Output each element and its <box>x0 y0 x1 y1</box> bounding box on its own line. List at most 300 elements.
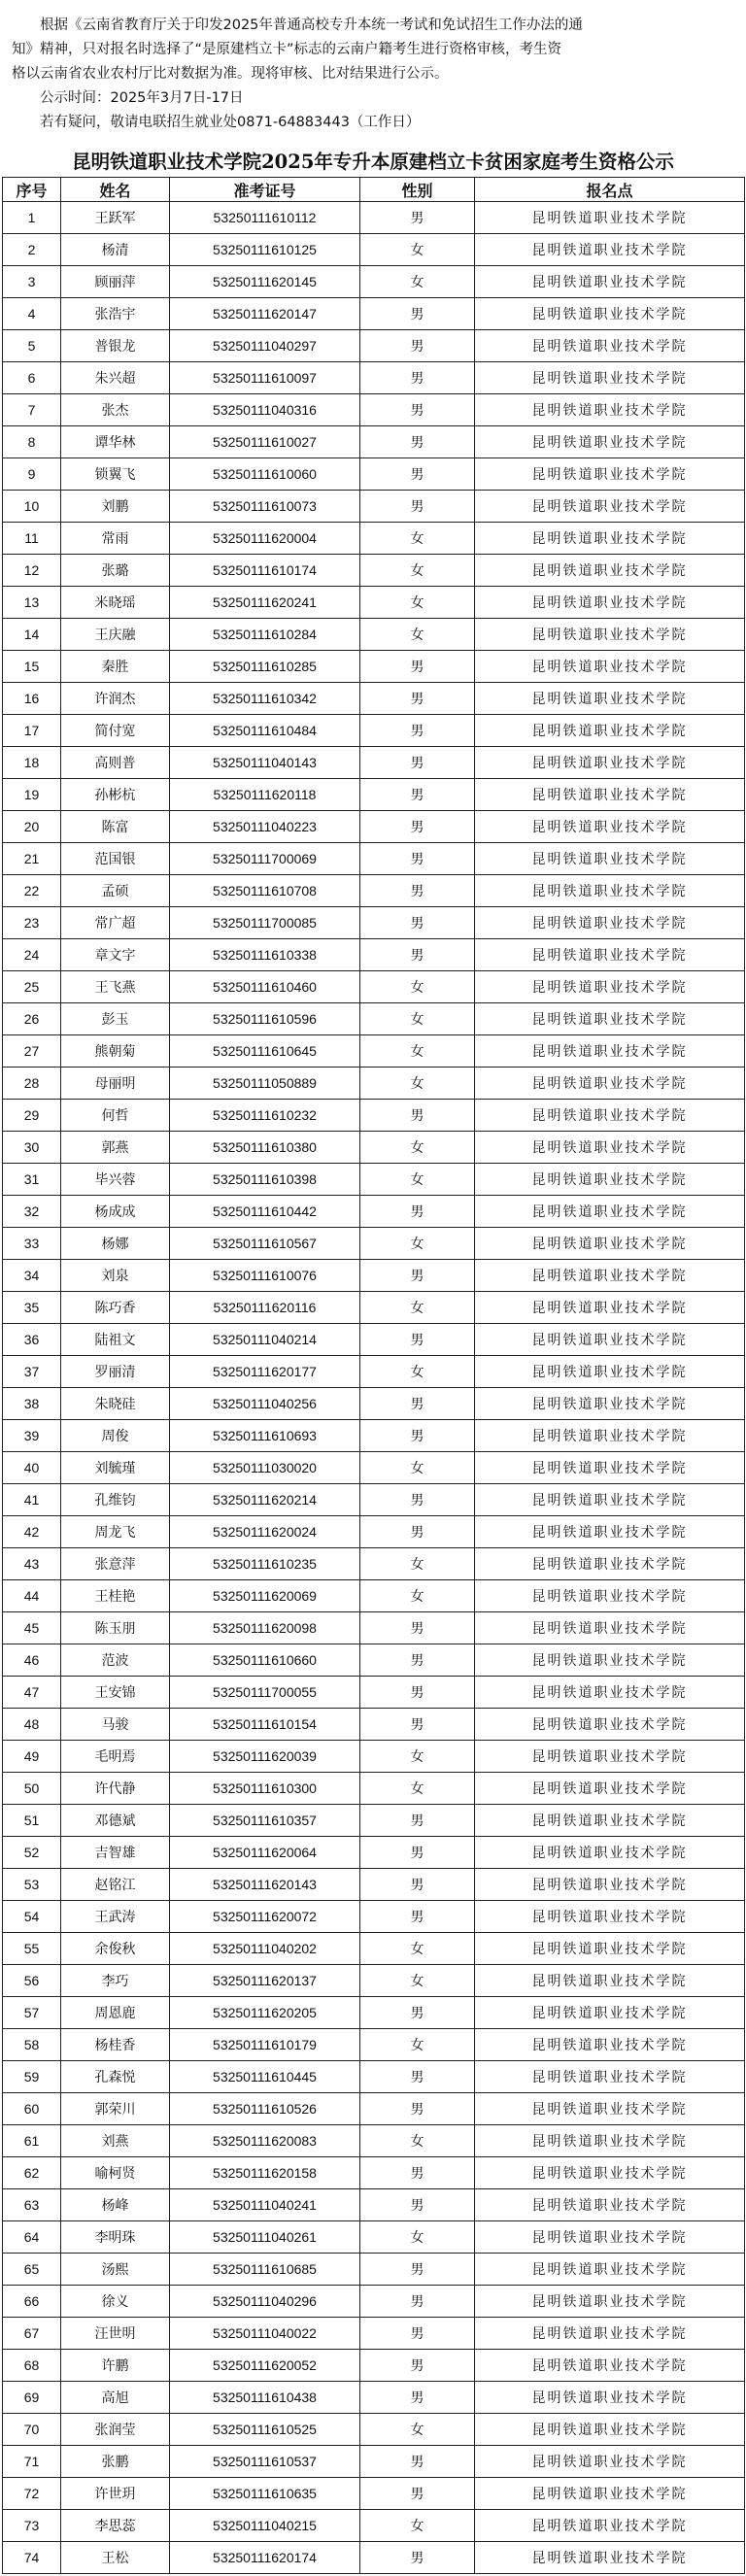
row-number-cell: 29 <box>3 1100 61 1132</box>
row-number-cell: 41 <box>3 1484 61 1516</box>
candidate-name-cell: 孔森悦 <box>61 2061 170 2093</box>
gender-cell: 男 <box>360 2189 475 2221</box>
candidate-name-cell: 章文字 <box>61 939 170 971</box>
registration-site-cell: 昆明铁道职业技术学院 <box>475 1292 745 1324</box>
notice-line-2: 知》精神，只对报名时选择了“是原建档立卡”标志的云南户籍考生进行资格审核，考生资 <box>12 42 562 57</box>
table-row <box>3 1677 745 1709</box>
table-row <box>3 1132 745 1164</box>
exam-number-cell: 53250111620147 <box>170 298 360 330</box>
table-row <box>3 458 745 491</box>
exam-number-cell: 53250111040202 <box>170 1933 360 1965</box>
exam-number-cell: 53250111040143 <box>170 747 360 779</box>
row-number-cell: 14 <box>3 619 61 651</box>
exam-number-cell: 53250111620083 <box>170 2125 360 2157</box>
exam-number-cell: 53250111700085 <box>170 907 360 939</box>
exam-number-cell: 53250111620158 <box>170 2157 360 2189</box>
registration-site-cell: 昆明铁道职业技术学院 <box>475 1003 745 1035</box>
gender-cell: 男 <box>360 2093 475 2125</box>
exam-number-cell: 53250111610596 <box>170 1003 360 1035</box>
candidate-name-cell: 秦胜 <box>61 651 170 683</box>
gender-cell: 男 <box>360 875 475 907</box>
candidate-name-cell: 张意萍 <box>61 1548 170 1580</box>
exam-number-cell: 53250111610097 <box>170 362 360 394</box>
exam-number-cell: 53250111610445 <box>170 2061 360 2093</box>
gender-cell: 男 <box>360 1484 475 1516</box>
exam-number-cell: 53250111040316 <box>170 394 360 426</box>
exam-number-cell: 53250111030020 <box>170 1452 360 1484</box>
registration-site-cell: 昆明铁道职业技术学院 <box>475 715 745 747</box>
candidate-name-cell: 杨桂香 <box>61 2029 170 2061</box>
registration-site-cell: 昆明铁道职业技术学院 <box>475 1132 745 1164</box>
table-row <box>3 1196 745 1228</box>
gender-cell: 男 <box>360 202 475 234</box>
candidate-name-cell: 朱晓硅 <box>61 1388 170 1420</box>
registration-site-cell: 昆明铁道职业技术学院 <box>475 843 745 875</box>
row-number-cell: 27 <box>3 1035 61 1068</box>
candidate-name-cell: 王桂艳 <box>61 1580 170 1612</box>
candidate-name-cell: 杨成成 <box>61 1196 170 1228</box>
table-row <box>3 1644 745 1677</box>
candidate-name-cell: 张杰 <box>61 394 170 426</box>
exam-number-cell: 53250111610526 <box>170 2093 360 2125</box>
table-body <box>3 202 745 2574</box>
row-number-cell: 58 <box>3 2029 61 2061</box>
candidate-name-cell: 王飞燕 <box>61 971 170 1003</box>
row-number-cell: 9 <box>3 458 61 491</box>
registration-site-cell: 昆明铁道职业技术学院 <box>475 2542 745 2574</box>
exam-number-cell: 53250111610125 <box>170 234 360 266</box>
table-row <box>3 907 745 939</box>
candidate-name-cell: 张璐 <box>61 555 170 587</box>
exam-number-cell: 53250111620137 <box>170 1965 360 1997</box>
candidate-name-cell: 王武涛 <box>61 1901 170 1933</box>
gender-cell: 男 <box>360 2446 475 2478</box>
registration-site-cell: 昆明铁道职业技术学院 <box>475 1644 745 1677</box>
row-number-cell: 65 <box>3 2254 61 2286</box>
table-row <box>3 1324 745 1356</box>
row-number-cell: 64 <box>3 2221 61 2254</box>
exam-number-cell: 53250111610525 <box>170 2414 360 2446</box>
registration-site-cell: 昆明铁道职业技术学院 <box>475 939 745 971</box>
exam-number-cell: 53250111620214 <box>170 1484 360 1516</box>
table-row <box>3 811 745 843</box>
exam-number-cell: 53250111610635 <box>170 2478 360 2510</box>
exam-number-cell: 53250111040261 <box>170 2221 360 2254</box>
row-number-cell: 1 <box>3 202 61 234</box>
exam-number-cell: 53250111620118 <box>170 779 360 811</box>
table-row <box>3 523 745 555</box>
table-row <box>3 1805 745 1837</box>
registration-site-cell: 昆明铁道职业技术学院 <box>475 2221 745 2254</box>
candidate-name-cell: 周恩鹿 <box>61 1997 170 2029</box>
registration-site-cell: 昆明铁道职业技术学院 <box>475 1035 745 1068</box>
registration-site-cell: 昆明铁道职业技术学院 <box>475 523 745 555</box>
candidate-name-cell: 范波 <box>61 1644 170 1677</box>
candidate-name-cell: 孙彬杭 <box>61 779 170 811</box>
candidate-name-cell: 罗丽清 <box>61 1356 170 1388</box>
registration-site-cell: 昆明铁道职业技术学院 <box>475 2125 745 2157</box>
candidate-name-cell: 陆祖文 <box>61 1324 170 1356</box>
row-number-cell: 25 <box>3 971 61 1003</box>
row-number-cell: 31 <box>3 1164 61 1196</box>
table-row <box>3 1516 745 1548</box>
gender-cell: 男 <box>360 779 475 811</box>
candidate-name-cell: 李思蕊 <box>61 2510 170 2542</box>
row-number-cell: 2 <box>3 234 61 266</box>
row-number-cell: 39 <box>3 1420 61 1452</box>
exam-number-cell: 53250111610338 <box>170 939 360 971</box>
registration-site-cell: 昆明铁道职业技术学院 <box>475 1933 745 1965</box>
candidate-name-cell: 喻柯贤 <box>61 2157 170 2189</box>
gender-cell: 男 <box>360 747 475 779</box>
table-row <box>3 2350 745 2382</box>
registration-site-cell: 昆明铁道职业技术学院 <box>475 779 745 811</box>
row-number-cell: 59 <box>3 2061 61 2093</box>
row-number-cell: 23 <box>3 907 61 939</box>
gender-cell: 男 <box>360 1869 475 1901</box>
row-number-cell: 32 <box>3 1196 61 1228</box>
registration-site-cell: 昆明铁道职业技术学院 <box>475 1580 745 1612</box>
candidate-name-cell: 李巧 <box>61 1965 170 1997</box>
row-number-cell: 45 <box>3 1612 61 1644</box>
registration-site-cell: 昆明铁道职业技术学院 <box>475 907 745 939</box>
gender-cell: 女 <box>360 523 475 555</box>
row-number-cell: 24 <box>3 939 61 971</box>
exam-number-cell: 53250111610174 <box>170 555 360 587</box>
gender-cell: 女 <box>360 1164 475 1196</box>
notice-line-3: 格以云南省农业农村厅比对数据为准。现将审核、比对结果进行公示。 <box>12 66 449 82</box>
candidate-name-cell: 朱兴超 <box>61 362 170 394</box>
row-number-cell: 48 <box>3 1709 61 1741</box>
candidate-name-cell: 毕兴蓉 <box>61 1164 170 1196</box>
registration-site-cell: 昆明铁道职业技术学院 <box>475 330 745 362</box>
table-row <box>3 2254 745 2286</box>
candidate-name-cell: 许润杰 <box>61 683 170 715</box>
registration-site-cell: 昆明铁道职业技术学院 <box>475 875 745 907</box>
exam-number-cell: 53250111620098 <box>170 1612 360 1644</box>
row-number-cell: 74 <box>3 2542 61 2574</box>
gender-cell: 男 <box>360 394 475 426</box>
registration-site-cell: 昆明铁道职业技术学院 <box>475 1356 745 1388</box>
row-number-cell: 67 <box>3 2318 61 2350</box>
gender-cell: 男 <box>360 362 475 394</box>
exam-number-cell: 53250111610073 <box>170 491 360 523</box>
row-number-cell: 52 <box>3 1837 61 1869</box>
row-number-cell: 36 <box>3 1324 61 1356</box>
registration-site-cell: 昆明铁道职业技术学院 <box>475 683 745 715</box>
gender-cell: 女 <box>360 2414 475 2446</box>
row-number-cell: 62 <box>3 2157 61 2189</box>
registration-site-cell: 昆明铁道职业技术学院 <box>475 234 745 266</box>
table-row <box>3 843 745 875</box>
row-number-cell: 72 <box>3 2478 61 2510</box>
registration-site-cell: 昆明铁道职业技术学院 <box>475 2350 745 2382</box>
candidate-name-cell: 许代静 <box>61 1773 170 1805</box>
registration-site-cell: 昆明铁道职业技术学院 <box>475 2478 745 2510</box>
table-row <box>3 1869 745 1901</box>
registration-site-cell: 昆明铁道职业技术学院 <box>475 1805 745 1837</box>
row-number-cell: 73 <box>3 2510 61 2542</box>
header-no: 序号 <box>3 178 61 202</box>
gender-cell: 女 <box>360 1580 475 1612</box>
gender-cell: 男 <box>360 1677 475 1709</box>
exam-number-cell: 53250111610342 <box>170 683 360 715</box>
table-row <box>3 202 745 234</box>
table-row <box>3 234 745 266</box>
gender-cell: 男 <box>360 1837 475 1869</box>
exam-number-cell: 53250111620145 <box>170 266 360 298</box>
registration-site-cell: 昆明铁道职业技术学院 <box>475 362 745 394</box>
exam-number-cell: 53250111610154 <box>170 1709 360 1741</box>
registration-site-cell: 昆明铁道职业技术学院 <box>475 2029 745 2061</box>
table-row <box>3 2510 745 2542</box>
row-number-cell: 49 <box>3 1741 61 1773</box>
row-number-cell: 51 <box>3 1805 61 1837</box>
candidate-name-cell: 范国银 <box>61 843 170 875</box>
registration-site-cell: 昆明铁道职业技术学院 <box>475 2414 745 2446</box>
row-number-cell: 26 <box>3 1003 61 1035</box>
gender-cell: 男 <box>360 426 475 458</box>
exam-number-cell: 53250111040022 <box>170 2318 360 2350</box>
gender-cell: 女 <box>360 555 475 587</box>
gender-cell: 女 <box>360 1452 475 1484</box>
table-row <box>3 1260 745 1292</box>
row-number-cell: 34 <box>3 1260 61 1292</box>
table-row <box>3 330 745 362</box>
table-row <box>3 971 745 1003</box>
candidate-name-cell: 刘燕 <box>61 2125 170 2157</box>
gender-cell: 男 <box>360 939 475 971</box>
registration-site-cell: 昆明铁道职业技术学院 <box>475 2061 745 2093</box>
row-number-cell: 38 <box>3 1388 61 1420</box>
table-row <box>3 1933 745 1965</box>
row-number-cell: 28 <box>3 1068 61 1100</box>
row-number-cell: 55 <box>3 1933 61 1965</box>
row-number-cell: 42 <box>3 1516 61 1548</box>
gender-cell: 女 <box>360 1228 475 1260</box>
registration-site-cell: 昆明铁道职业技术学院 <box>475 1773 745 1805</box>
candidate-name-cell: 熊朝菊 <box>61 1035 170 1068</box>
table-row <box>3 1388 745 1420</box>
table-row <box>3 1901 745 1933</box>
exam-number-cell: 53250111610060 <box>170 458 360 491</box>
gender-cell: 男 <box>360 1901 475 1933</box>
row-number-cell: 5 <box>3 330 61 362</box>
table-row <box>3 1452 745 1484</box>
row-number-cell: 44 <box>3 1580 61 1612</box>
gender-cell: 男 <box>360 2542 475 2574</box>
gender-cell: 男 <box>360 1324 475 1356</box>
exam-number-cell: 53250111620069 <box>170 1580 360 1612</box>
gender-cell: 男 <box>360 843 475 875</box>
row-number-cell: 53 <box>3 1869 61 1901</box>
candidate-name-cell: 刘毓瑾 <box>61 1452 170 1484</box>
exam-number-cell: 53250111610484 <box>170 715 360 747</box>
registration-site-cell: 昆明铁道职业技术学院 <box>475 1612 745 1644</box>
registration-site-cell: 昆明铁道职业技术学院 <box>475 2382 745 2414</box>
exam-number-cell: 53250111050889 <box>170 1068 360 1100</box>
row-number-cell: 50 <box>3 1773 61 1805</box>
registration-site-cell: 昆明铁道职业技术学院 <box>475 1901 745 1933</box>
candidate-name-cell: 何哲 <box>61 1100 170 1132</box>
candidate-name-cell: 毛明焉 <box>61 1741 170 1773</box>
registration-site-cell: 昆明铁道职业技术学院 <box>475 1548 745 1580</box>
registration-site-cell: 昆明铁道职业技术学院 <box>475 2157 745 2189</box>
registration-site-cell: 昆明铁道职业技术学院 <box>475 1164 745 1196</box>
row-number-cell: 8 <box>3 426 61 458</box>
row-number-cell: 12 <box>3 555 61 587</box>
table-row <box>3 1356 745 1388</box>
gender-cell: 男 <box>360 298 475 330</box>
header-exam-number: 准考证号 <box>170 178 360 202</box>
candidate-name-cell: 杨峰 <box>61 2189 170 2221</box>
table-row <box>3 491 745 523</box>
row-number-cell: 60 <box>3 2093 61 2125</box>
registration-site-cell: 昆明铁道职业技术学院 <box>475 2254 745 2286</box>
table-row <box>3 1228 745 1260</box>
candidate-name-cell: 陈玉朋 <box>61 1612 170 1644</box>
table-row <box>3 298 745 330</box>
exam-number-cell: 53250111620004 <box>170 523 360 555</box>
registration-site-cell: 昆明铁道职业技术学院 <box>475 1869 745 1901</box>
gender-cell: 男 <box>360 2286 475 2318</box>
row-number-cell: 19 <box>3 779 61 811</box>
gender-cell: 男 <box>360 1516 475 1548</box>
exam-number-cell: 53250111610285 <box>170 651 360 683</box>
table-row <box>3 2318 745 2350</box>
gender-cell: 女 <box>360 1741 475 1773</box>
exam-number-cell: 53250111620064 <box>170 1837 360 1869</box>
gender-cell: 男 <box>360 1805 475 1837</box>
row-number-cell: 13 <box>3 587 61 619</box>
exam-number-cell: 53250111610660 <box>170 1644 360 1677</box>
registration-site-cell: 昆明铁道职业技术学院 <box>475 1228 745 1260</box>
gender-cell: 女 <box>360 1356 475 1388</box>
notice-line-1: 根据《云南省教育厅关于印发2025年普通高校专升本统一考试和免试招生工作办法的通 <box>40 17 583 33</box>
exam-number-cell: 53250111610398 <box>170 1164 360 1196</box>
registration-site-cell: 昆明铁道职业技术学院 <box>475 1677 745 1709</box>
gender-cell: 男 <box>360 458 475 491</box>
gender-cell: 女 <box>360 1132 475 1164</box>
registration-site-cell: 昆明铁道职业技术学院 <box>475 1324 745 1356</box>
gender-cell: 男 <box>360 330 475 362</box>
row-number-cell: 71 <box>3 2446 61 2478</box>
table-row <box>3 2446 745 2478</box>
table-row <box>3 1420 745 1452</box>
gender-cell: 女 <box>360 1933 475 1965</box>
registration-site-cell: 昆明铁道职业技术学院 <box>475 2286 745 2318</box>
exam-number-cell: 53250111610693 <box>170 1420 360 1452</box>
table-row <box>3 587 745 619</box>
registration-site-cell: 昆明铁道职业技术学院 <box>475 2189 745 2221</box>
table-row <box>3 715 745 747</box>
registration-site-cell: 昆明铁道职业技术学院 <box>475 2093 745 2125</box>
table-row <box>3 1100 745 1132</box>
table-row <box>3 2221 745 2254</box>
gender-cell: 男 <box>360 1612 475 1644</box>
registration-site-cell: 昆明铁道职业技术学院 <box>475 1741 745 1773</box>
gender-cell: 男 <box>360 1644 475 1677</box>
gender-cell: 女 <box>360 1003 475 1035</box>
gender-cell: 男 <box>360 2350 475 2382</box>
table-row <box>3 875 745 907</box>
gender-cell: 女 <box>360 1773 475 1805</box>
registration-site-cell: 昆明铁道职业技术学院 <box>475 298 745 330</box>
candidate-name-cell: 许鹏 <box>61 2350 170 2382</box>
row-number-cell: 56 <box>3 1965 61 1997</box>
registration-site-cell: 昆明铁道职业技术学院 <box>475 971 745 1003</box>
candidate-name-cell: 简付宽 <box>61 715 170 747</box>
candidate-name-cell: 孔维钧 <box>61 1484 170 1516</box>
exam-number-cell: 53250111610567 <box>170 1228 360 1260</box>
row-number-cell: 43 <box>3 1548 61 1580</box>
table-row <box>3 747 745 779</box>
gender-cell: 女 <box>360 1548 475 1580</box>
table-row <box>3 1035 745 1068</box>
candidate-name-cell: 李明珠 <box>61 2221 170 2254</box>
candidate-name-cell: 张鹏 <box>61 2446 170 2478</box>
gender-cell: 男 <box>360 491 475 523</box>
row-number-cell: 18 <box>3 747 61 779</box>
candidate-name-cell: 汪世明 <box>61 2318 170 2350</box>
table-row <box>3 2542 745 2574</box>
candidate-name-cell: 王庆融 <box>61 619 170 651</box>
registration-site-cell: 昆明铁道职业技术学院 <box>475 1100 745 1132</box>
table-header-row <box>3 178 745 202</box>
row-number-cell: 16 <box>3 683 61 715</box>
exam-number-cell: 53250111610460 <box>170 971 360 1003</box>
registration-site-cell: 昆明铁道职业技术学院 <box>475 555 745 587</box>
exam-number-cell: 53250111610380 <box>170 1132 360 1164</box>
candidate-name-cell: 余俊秋 <box>61 1933 170 1965</box>
table-title: 昆明铁道职业技术学院2025年专升本原建档立卡贫困家庭考生资格公示 <box>72 151 674 173</box>
header-gender: 性别 <box>360 178 475 202</box>
table-row <box>3 1612 745 1644</box>
gender-cell: 男 <box>360 2061 475 2093</box>
row-number-cell: 40 <box>3 1452 61 1484</box>
candidate-name-cell: 高则普 <box>61 747 170 779</box>
gender-cell: 男 <box>360 2318 475 2350</box>
exam-number-cell: 53250111620039 <box>170 1741 360 1773</box>
table-row <box>3 683 745 715</box>
table-row <box>3 1292 745 1324</box>
row-number-cell: 35 <box>3 1292 61 1324</box>
exam-number-cell: 53250111620024 <box>170 1516 360 1548</box>
row-number-cell: 70 <box>3 2414 61 2446</box>
gender-cell: 女 <box>360 2221 475 2254</box>
table-row <box>3 2286 745 2318</box>
header-name: 姓名 <box>61 178 170 202</box>
registration-site-cell: 昆明铁道职业技术学院 <box>475 1997 745 2029</box>
candidate-name-cell: 郭荣川 <box>61 2093 170 2125</box>
table-row <box>3 1068 745 1100</box>
gender-cell: 女 <box>360 1035 475 1068</box>
row-number-cell: 47 <box>3 1677 61 1709</box>
exam-number-cell: 53250111040256 <box>170 1388 360 1420</box>
registration-site-cell: 昆明铁道职业技术学院 <box>475 202 745 234</box>
registration-site-cell: 昆明铁道职业技术学院 <box>475 1709 745 1741</box>
row-number-cell: 57 <box>3 1997 61 2029</box>
candidate-name-cell: 刘泉 <box>61 1260 170 1292</box>
exam-number-cell: 53250111620143 <box>170 1869 360 1901</box>
table-row <box>3 2029 745 2061</box>
gender-cell: 男 <box>360 1196 475 1228</box>
table-row <box>3 2478 745 2510</box>
exam-number-cell: 53250111700055 <box>170 1677 360 1709</box>
candidate-name-cell: 高旭 <box>61 2382 170 2414</box>
candidate-name-cell: 锁翼飞 <box>61 458 170 491</box>
exam-number-cell: 53250111610357 <box>170 1805 360 1837</box>
